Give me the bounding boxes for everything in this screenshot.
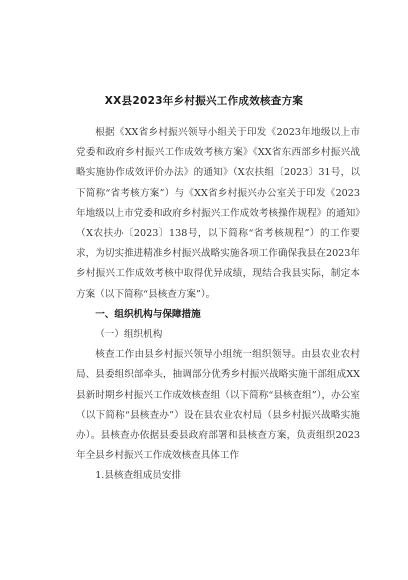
item-heading-team-members: 1.县核查组成员安排 (95, 470, 182, 482)
section-heading-organization: 一、组织机构与保障措施 (95, 308, 201, 320)
organization-paragraph: 核查工作由县乡村振兴领导小组统一组织领导。由县农业农村局、县委组织部牵头，抽调部分优秀乡村振兴战略实施干部组成XX县新时期乡村振兴工作成效核查组（以下简称“县核查组”），办公室（以下简称“县核查办”）设在县农业农村局（县乡村振兴战略实施办）。县核查办依据县委县政府部署和县核查方案，负责组织2023年全县乡村振兴工作成效核查具体工作 (76, 349, 360, 462)
intro-paragraph: 根据《XX省乡村振兴领导小组关于印发《2023年地级以上市党委和政府乡村振兴工作成效考核方案》《XX省东西部乡村振兴战略实施协作成效评价办法》的通知》（X农扶组〔2023〕31号，以下简称“省考核方案”）与《XX省乡村振兴办公室关于印发《2023年地级以上市党委和政府乡村振兴工作成效考核操作规程》的通知》（X农扶办〔2023〕138号，以下简称“省考核规程”）的工作要求，为切实推进精准乡村振兴战略实施各项工作确保我县在2023年乡村振兴工作成效考核中取得优异成绩，现结合我县实际，制定本方案（以下简称“县核查方案”）。 (76, 127, 360, 300)
document-body (76, 123, 360, 487)
subsection-heading-organization: （一）组织机构 (95, 329, 163, 341)
document-title: XX县2023年乡村振兴工作成效核查方案 (104, 95, 304, 107)
